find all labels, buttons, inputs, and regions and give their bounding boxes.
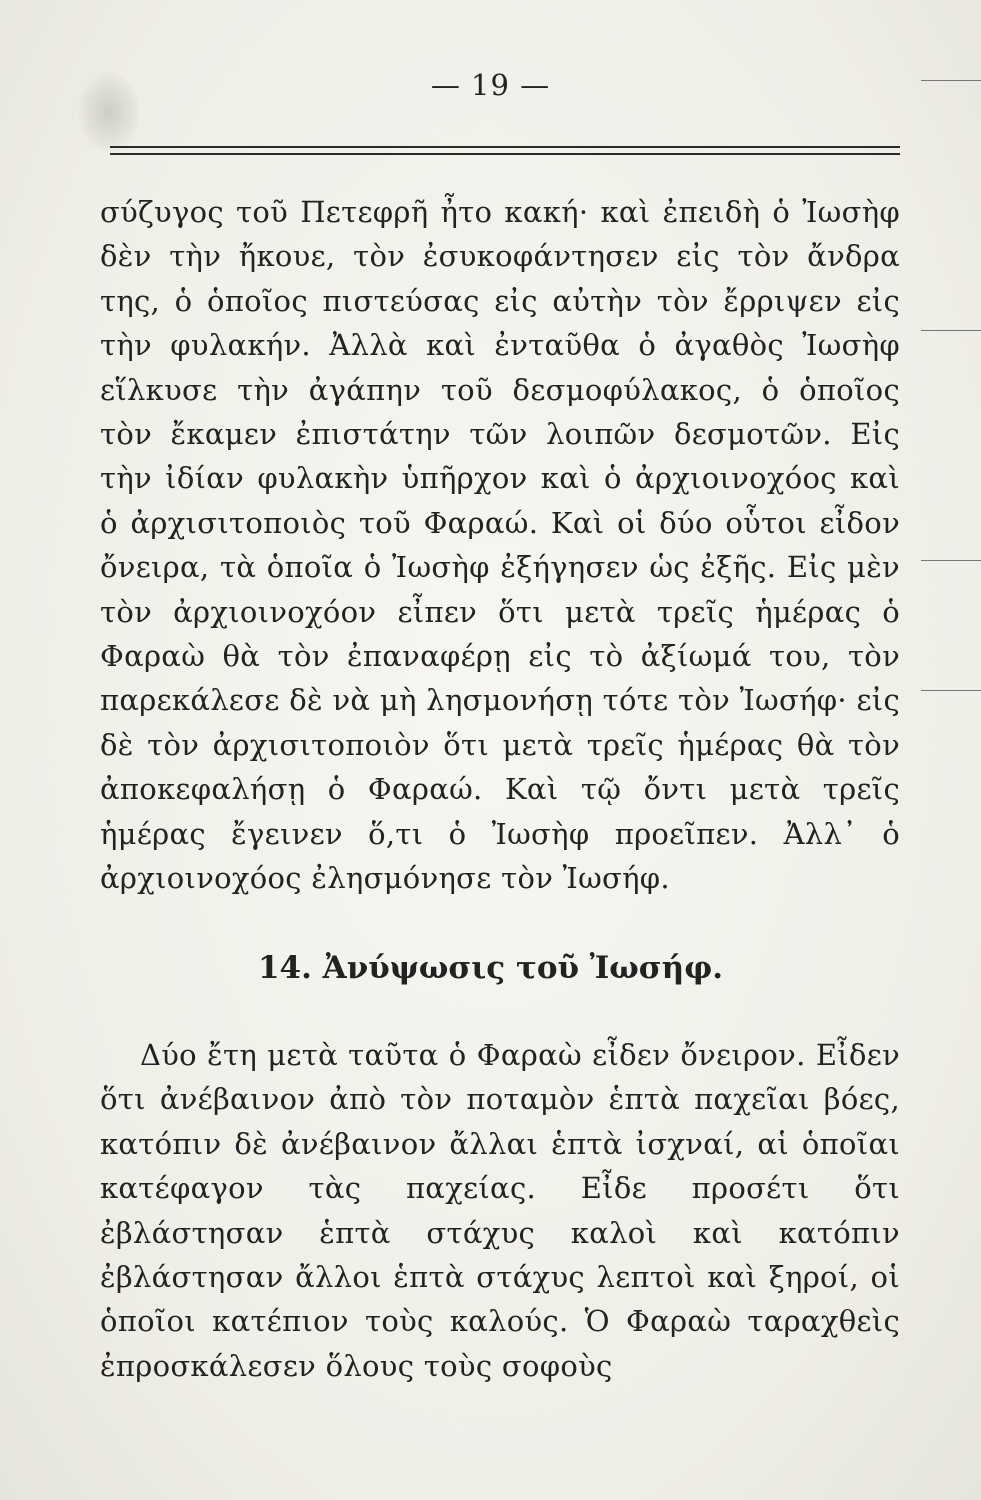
page-number: — 19 —	[430, 68, 551, 102]
section-heading: 14. Ἀνύψωσις τοῦ Ἰωσήφ.	[257, 950, 724, 986]
header-rule-bottom	[110, 153, 900, 155]
bleed-line	[921, 690, 981, 691]
bleed-line	[921, 560, 981, 561]
bleed-line	[921, 80, 981, 81]
body-paragraph-1: σύζυγος τοῦ Πετεφρῆ ἦτο κακή· καὶ ἐπειδὴ ὁ Ἰωσὴφ δὲν τὴν ἤκουε, τὸν ἐσυκοφάντησεν εἰς τὸν ἄνδρα της, ὁ ὁποῖος πιστεύσας εἰς αὐτὴν τὸν ἔρριψεν εἰς τὴν φυλακήν. Ἀλλὰ καὶ ἐνταῦθα ὁ ἀγαθὸς Ἰωσὴφ εἵλκυσε τὴν ἀγάπην τοῦ δεσμοφύλακος, ὁ ὁποῖος τὸν ἔκαμεν ἐπιστάτην τῶν λοιπῶν δεσμοτῶν. Εἰς τὴν ἰδίαν φυλακὴν ὑπῆρχον καὶ ὁ ἀρχιοινοχόος καὶ ὁ ἀρχισιτοποιὸς τοῦ Φαραώ. Καὶ οἱ δύο οὗτοι εἶδον ὄνειρα, τὰ ὁποῖα ὁ Ἰωσὴφ ἐξήγησεν ὡς ἐξῆς. Εἰς μὲν τὸν ἀρχιοινοχόον εἶπεν ὅτι μετὰ τρεῖς ἡμέρας ὁ Φαραὼ θὰ τὸν ἐπαναφέρῃ εἰς τὸ ἀξίωμά του, τὸν παρεκάλεσε δὲ νὰ μὴ λησμονήσῃ τότε τὸν Ἰωσήφ· εἰς δὲ τὸν ἀρχισιτοποιὸν ὅτι μετὰ τρεῖς ἡμέρας θὰ τὸν ἀποκεφαλήσῃ ὁ Φαραώ. Καὶ τῷ ὄντι μετὰ τρεῖς ἡμέρας ἔγεινεν ὅ,τι ὁ Ἰωσὴφ προεῖπεν. Ἀλλ᾽ ὁ ἀρχιοινοχόος ἐλησμόνησε τὸν Ἰωσήφ.	[100, 195, 900, 896]
bleed-line	[921, 330, 981, 331]
header-rule-top	[110, 146, 900, 148]
body-paragraph-2: Δύο ἔτη μετὰ ταῦτα ὁ Φαραὼ εἶδεν ὄνειρον. Εἶδεν ὅτι ἀνέβαινον ἀπὸ τὸν ποταμὸν ἑπτὰ παχεῖαι βόες, κατόπιν δὲ ἀνέβαινον ἄλλαι ἑπτὰ ἰσχναί, αἱ ὁποῖαι κατέφαγον τὰς παχείας. Εἶδε προσέτι ὅτι ἐβλάστησαν ἑπτὰ στάχυς καλοὶ καὶ κατόπιν ἐβλάστησαν ἄλλοι ἑπτὰ στάχυς λεπτοὶ καὶ ξηροί, οἱ ὁποῖοι κατέπιον τοὺς καλούς. Ὁ Φαραὼ ταραχθεὶς ἐπροσκάλεσεν ὅλους τοὺς σοφοὺς	[100, 1038, 900, 1383]
